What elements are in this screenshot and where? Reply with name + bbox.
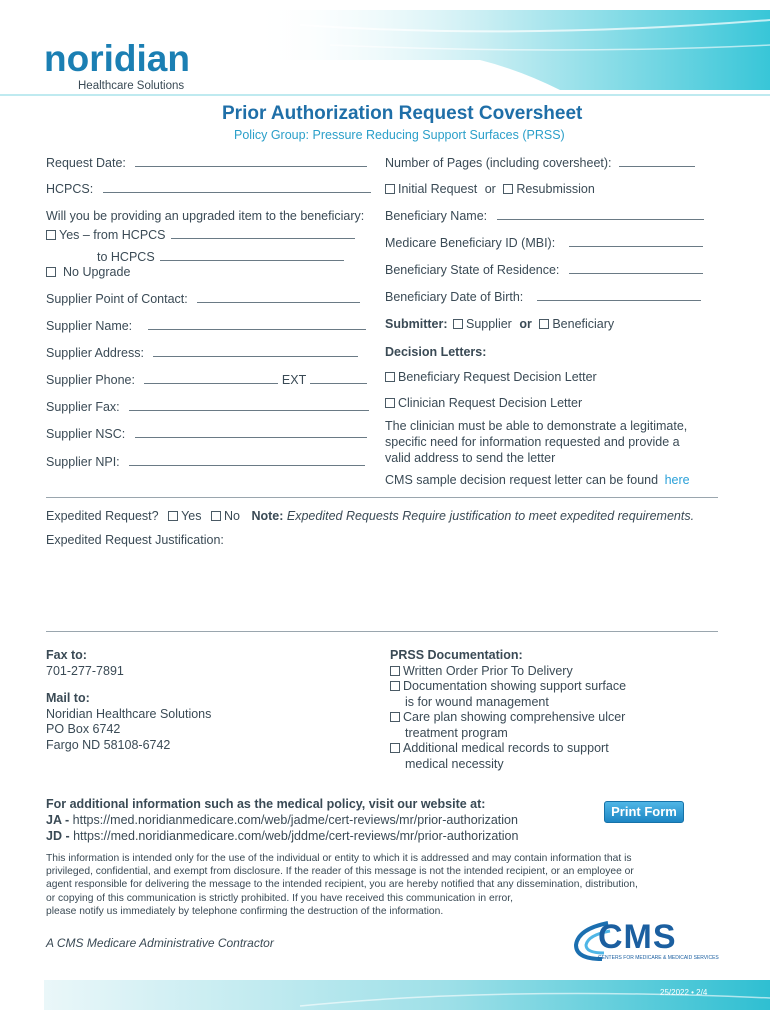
prss-block xyxy=(390,648,626,772)
state-field[interactable] xyxy=(569,263,703,274)
jd-url[interactable]: https://med.noridianmedicare.com/web/jddme/cert-reviews/mr/prior-authorization xyxy=(73,829,519,843)
dob-label: Beneficiary Date of Birth: xyxy=(385,290,524,304)
request-date-row xyxy=(46,156,367,170)
hcpcs-field[interactable] xyxy=(103,182,371,193)
supplier-contact-label: Supplier Point of Contact: xyxy=(46,292,188,306)
supplier-name-label: Supplier Name: xyxy=(46,319,133,333)
no-upgrade-checkbox[interactable] xyxy=(46,267,56,277)
prss-item-1-checkbox[interactable] xyxy=(390,666,400,676)
divider xyxy=(46,631,718,632)
clin-note-line-1: The clinician must be able to demonstrate a legitimate, xyxy=(385,419,688,433)
supplier-nsc-field[interactable] xyxy=(135,427,367,438)
mail-line-1: Noridian Healthcare Solutions xyxy=(46,706,212,721)
upgrade-yes-checkbox[interactable] xyxy=(46,230,56,240)
jd-label: JD - xyxy=(46,829,70,843)
clin-letter-checkbox[interactable] xyxy=(385,398,395,408)
expedited-no-checkbox[interactable] xyxy=(211,511,221,521)
no-upgrade-label: No Upgrade xyxy=(63,265,131,279)
mail-line-2: PO Box 6742 xyxy=(46,722,121,736)
prss-item-3-checkbox[interactable] xyxy=(390,712,400,722)
contractor-text: A CMS Medicare Administrative Contractor xyxy=(46,936,274,950)
info-heading: For additional information such as the medical policy, visit our website at: xyxy=(46,797,486,811)
supplier-fax-row xyxy=(46,400,369,414)
num-pages-field[interactable] xyxy=(619,156,695,167)
expedited-note-label: Note: xyxy=(251,509,284,523)
cms-logo xyxy=(572,915,732,967)
from-hcpcs-field[interactable] xyxy=(171,228,355,239)
decision-letters-heading: Decision Letters: xyxy=(385,345,487,359)
cms-subtitle: CENTERS FOR MEDICARE & MEDICAID SERVICES xyxy=(598,955,719,961)
upgrade-yes-row xyxy=(46,228,355,242)
prss-heading: PRSS Documentation: xyxy=(390,648,523,662)
upgrade-yes-label: Yes – from HCPCS xyxy=(59,228,166,242)
supplier-phone-field[interactable] xyxy=(144,373,278,384)
to-hcpcs-row xyxy=(97,250,344,264)
prss-item-3 xyxy=(390,710,626,726)
supplier-npi-field[interactable] xyxy=(129,455,365,466)
supplier-fax-field[interactable] xyxy=(129,400,369,411)
fax-number: 701-277-7891 xyxy=(46,663,124,678)
justification-label: Expedited Request Justification: xyxy=(46,533,224,547)
footer-banner xyxy=(0,976,770,1024)
bene-letter-checkbox[interactable] xyxy=(385,372,395,382)
cms-wordmark: CMS xyxy=(598,918,677,956)
print-form-button[interactable] xyxy=(604,801,684,823)
sample-letter-link[interactable]: here xyxy=(664,473,690,487)
bene-name-label: Beneficiary Name: xyxy=(385,209,488,223)
state-label: Beneficiary State of Residence: xyxy=(385,263,560,277)
divider xyxy=(46,497,718,498)
num-pages-label: Number of Pages (including coversheet): xyxy=(385,156,612,170)
bene-letter-label: Beneficiary Request Decision Letter xyxy=(398,370,597,384)
supplier-fax-label: Supplier Fax: xyxy=(46,400,120,414)
ja-label: JA - xyxy=(46,813,70,827)
submitter-supplier-checkbox[interactable] xyxy=(453,319,463,329)
resubmission-label: Resubmission xyxy=(516,182,595,196)
expedited-no-label: No xyxy=(223,509,240,523)
submitter-beneficiary-checkbox[interactable] xyxy=(539,319,549,329)
supplier-address-row xyxy=(46,346,358,360)
prss-item-2-label: Documentation showing support surface xyxy=(403,679,627,693)
supplier-contact-row xyxy=(46,292,360,306)
submitter-label: Submitter: xyxy=(385,317,448,331)
resubmission-checkbox[interactable] xyxy=(503,184,513,194)
prss-item-4-checkbox[interactable] xyxy=(390,743,400,753)
to-hcpcs-field[interactable] xyxy=(160,250,344,261)
submitter-beneficiary-label: Beneficiary xyxy=(552,317,615,331)
disclaimer-line-5: please notify us immediately by telephone confirming the destruction of the information. xyxy=(46,905,444,917)
disclaimer xyxy=(46,852,638,918)
noridian-logo xyxy=(44,40,214,96)
initial-request-checkbox[interactable] xyxy=(385,184,395,194)
print-form-label: Print Form xyxy=(611,804,677,819)
bene-name-field[interactable] xyxy=(497,209,704,220)
dob-row xyxy=(385,290,701,304)
hcpcs-label: HCPCS: xyxy=(46,182,94,196)
submitter-row xyxy=(385,317,614,331)
prss-item-1 xyxy=(390,664,626,680)
supplier-name-field[interactable] xyxy=(148,319,366,330)
num-pages-row xyxy=(385,156,695,170)
expedited-yes-label: Yes xyxy=(181,509,202,523)
sample-letter-row xyxy=(385,473,690,487)
hcpcs-row xyxy=(46,182,371,196)
prss-item-2 xyxy=(390,679,626,695)
clin-letter-row xyxy=(385,396,582,410)
submitter-or: or xyxy=(519,317,532,331)
clinician-note xyxy=(385,418,687,466)
expedited-yes-checkbox[interactable] xyxy=(168,511,178,521)
ext-label: EXT xyxy=(281,373,307,387)
page-title: Prior Authorization Request Coversheet xyxy=(222,103,583,124)
logo-subtitle: Healthcare Solutions xyxy=(78,80,185,92)
request-date-label: Request Date: xyxy=(46,156,126,170)
bene-letter-row xyxy=(385,370,597,384)
mail-label: Mail to: xyxy=(46,691,90,705)
mbi-label: Medicare Beneficiary ID (MBI): xyxy=(385,236,556,250)
disclaimer-line-3: agent responsible for delivering the message to the intended recipient, you are hereby notified that any dissemination, distribution, xyxy=(46,879,638,891)
expedited-question: Expedited Request? xyxy=(46,509,159,523)
mbi-row xyxy=(385,236,703,250)
no-upgrade-row xyxy=(46,265,130,279)
request-date-field[interactable] xyxy=(135,156,367,167)
initial-request-label: Initial Request xyxy=(398,182,478,196)
clin-note-line-2: specific need for information requested and provide a xyxy=(385,435,680,449)
prss-item-3-label: Care plan showing comprehensive ulcer xyxy=(403,710,626,724)
prss-item-3-cont: treatment program xyxy=(405,725,508,740)
bene-name-row xyxy=(385,209,704,223)
disclaimer-line-2: privileged, confidential, and exempt from disclosure. If the reader of this message is not the intended recipient, or an employee or xyxy=(46,866,634,878)
supplier-nsc-label: Supplier NSC: xyxy=(46,427,126,441)
supplier-nsc-row xyxy=(46,427,367,441)
supplier-name-row xyxy=(46,319,366,333)
prss-item-2-checkbox[interactable] xyxy=(390,681,400,691)
supplier-phone-label: Supplier Phone: xyxy=(46,373,135,387)
request-type-or: or xyxy=(484,182,496,196)
supplier-contact-field[interactable] xyxy=(197,292,360,303)
clin-letter-label: Clinician Request Decision Letter xyxy=(398,396,583,410)
upgrade-question: Will you be providing an upgraded item to the beneficiary: xyxy=(46,209,365,223)
page-subtitle: Policy Group: Pressure Reducing Support Surfaces (PRSS) xyxy=(234,128,565,142)
clin-note-line-3: valid address to send the letter xyxy=(385,451,556,465)
ja-line xyxy=(46,812,518,828)
disclaimer-line-1: This information is intended only for the use of the individual or entity to which it is addressed and may contain information that is xyxy=(46,853,632,864)
contact-block xyxy=(46,648,211,753)
expedited-row xyxy=(46,509,694,523)
sample-letter-text: CMS sample decision request letter can be found xyxy=(385,473,659,487)
prss-item-1-label: Written Order Prior To Delivery xyxy=(403,663,573,678)
request-type-row xyxy=(385,182,595,196)
expedited-note-text: Expedited Requests Require justification to meet expedited requirements. xyxy=(286,509,695,523)
supplier-address-field[interactable] xyxy=(153,346,358,357)
supplier-phone-row xyxy=(46,373,367,387)
dob-field[interactable] xyxy=(537,290,701,301)
to-hcpcs-label: to HCPCS xyxy=(97,250,155,264)
prss-item-4 xyxy=(390,741,626,757)
doc-code: 25/2022 • 2/4 xyxy=(660,988,708,997)
prss-item-2-cont: is for wound management xyxy=(405,694,549,709)
supplier-npi-label: Supplier NPI: xyxy=(46,455,120,469)
prss-item-4-label: Additional medical records to support xyxy=(403,741,609,755)
supplier-address-label: Supplier Address: xyxy=(46,346,144,360)
justification-field[interactable] xyxy=(46,552,718,628)
state-row xyxy=(385,263,703,277)
ext-field[interactable] xyxy=(310,373,367,384)
prss-item-4-cont: medical necessity xyxy=(405,756,504,771)
jd-line xyxy=(46,828,518,844)
fax-label: Fax to: xyxy=(46,648,87,662)
mail-line-3: Fargo ND 58108-6742 xyxy=(46,737,171,752)
supplier-npi-row xyxy=(46,455,365,469)
ja-url[interactable]: https://med.noridianmedicare.com/web/jadme/cert-reviews/mr/prior-authorization xyxy=(72,813,518,827)
logo-wordmark: noridian xyxy=(44,38,190,79)
website-info xyxy=(46,796,518,844)
mbi-field[interactable] xyxy=(569,236,703,247)
submitter-supplier-label: Supplier xyxy=(465,317,512,331)
disclaimer-line-4: or copying of this communication is strictly prohibited. If you have received this communication in error, xyxy=(46,892,513,904)
